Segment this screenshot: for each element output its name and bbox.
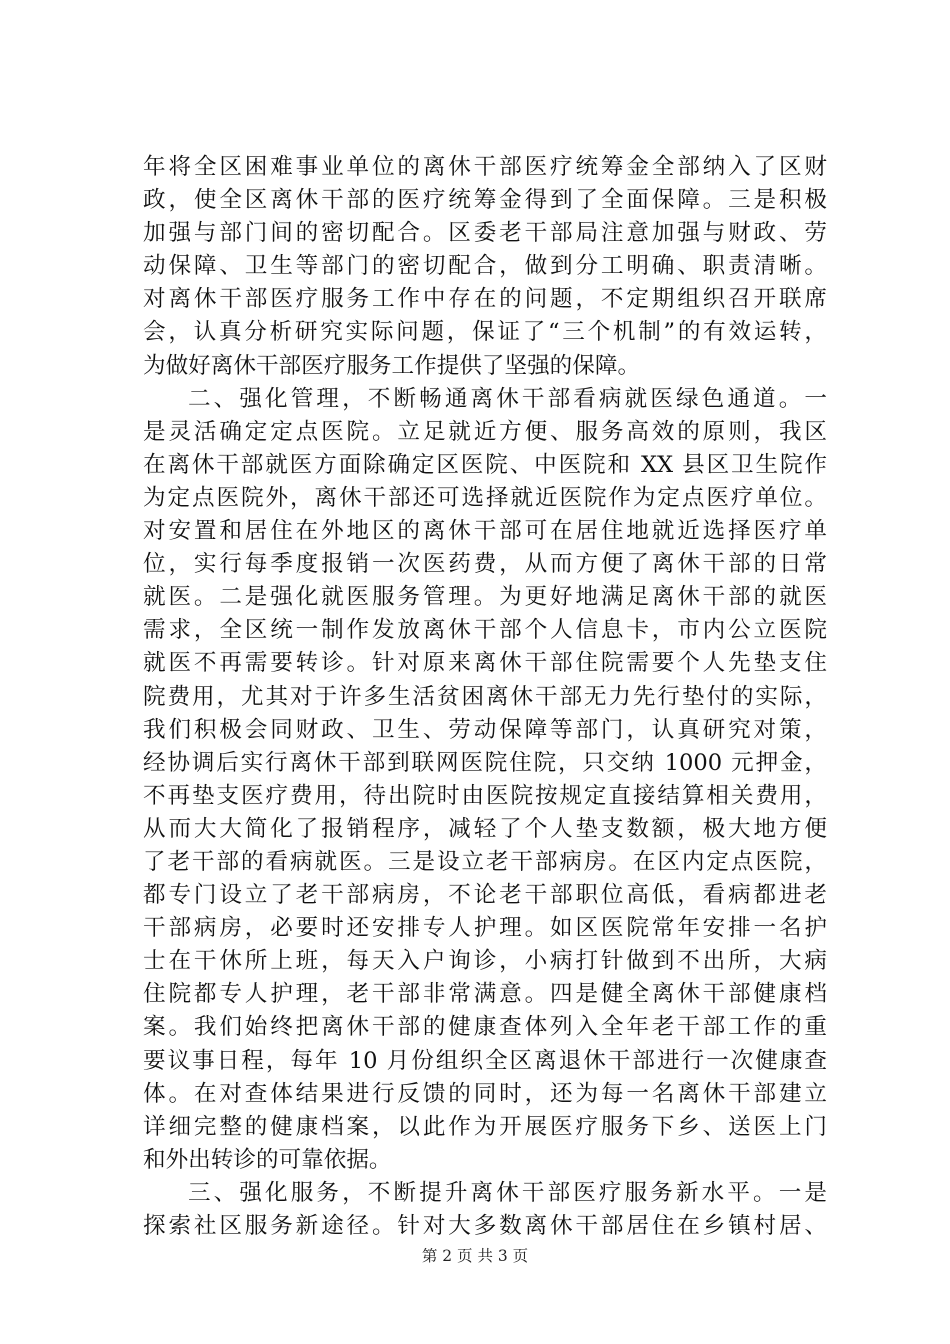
- text-line: 是灵活确定定点医院。立足就近方便、服务高效的原则，我区: [143, 418, 827, 445]
- body-text: [143, 151, 827, 1243]
- text-line: 和外出转诊的可靠依据。: [143, 1146, 392, 1173]
- text-line: 干部病房，必要时还安排专人护理。如区医院常年安排一名护: [143, 915, 827, 942]
- text-line: 动保障、卫生等部门的密切配合，做到分工明确、职责清晰。: [143, 253, 827, 280]
- paragraph-first-line: 三、强化服务，不断提升离休干部医疗服务新水平。一是: [188, 1179, 827, 1206]
- text-line: 都专门设立了老干部病房，不论老干部职位高低，看病都进老: [143, 882, 827, 909]
- text-line: 案。我们始终把离休干部的健康查体列入全年老干部工作的重: [143, 1014, 827, 1041]
- text-line: 从而大大简化了报销程序，减轻了个人垫支数额，极大地方便: [143, 815, 827, 842]
- text-line: 对安置和居住在外地区的离休干部可在居住地就近选择医疗单: [143, 518, 827, 545]
- text-line: 会，认真分析研究实际问题，保证了“三个机制”的有效运转，: [143, 319, 827, 346]
- page-footer: 第 2 页 共 3 页: [421, 1247, 529, 1265]
- text-line: 位，实行每季度报销一次医药费，从而方便了离休干部的日常: [143, 551, 827, 578]
- text-line: 探索社区服务新途径。针对大多数离休干部居住在乡镇村居、: [143, 1213, 827, 1239]
- text-line: 在离休干部就医方面除确定区医院、中医院和 XX 县区卫生院作: [143, 451, 827, 478]
- text-line: 就医不再需要转诊。针对原来离休干部住院需要个人先垫支住: [143, 650, 827, 677]
- text-line: 体。在对查体结果进行反馈的同时，还为每一名离休干部建立: [143, 1080, 827, 1107]
- text-line: 政，使全区离休干部的医疗统筹金得到了全面保障。三是积极: [143, 187, 827, 214]
- text-line: 我们积极会同财政、卫生、劳动保障等部门，认真研究对策，: [143, 716, 827, 743]
- text-line: 为做好离休干部医疗服务工作提供了坚强的保障。: [143, 352, 641, 379]
- text-line: 对离休干部医疗服务工作中存在的问题，不定期组织召开联席: [143, 286, 827, 313]
- text-line: 要议事日程，每年 10 月份组织全区离退休干部进行一次健康查: [143, 1047, 827, 1074]
- text-line: 不再垫支医疗费用，待出院时由医院按规定直接结算相关费用，: [143, 782, 827, 809]
- text-line: 士在干休所上班，每天入户询诊，小病打针做到不出所，大病: [143, 948, 827, 975]
- text-line: 了老干部的看病就医。三是设立老干部病房。在区内定点医院，: [143, 848, 827, 875]
- text-line: 就医。二是强化就医服务管理。为更好地满足离休干部的就医: [143, 584, 827, 611]
- text-line: 年将全区困难事业单位的离休干部医疗统筹金全部纳入了区财: [143, 154, 827, 180]
- text-line: 住院都专人护理，老干部非常满意。四是健全离休干部健康档: [143, 981, 827, 1008]
- text-line: 加强与部门间的密切配合。区委老干部局注意加强与财政、劳: [143, 220, 827, 247]
- text-line: 经协调后实行离休干部到联网医院住院，只交纳 1000 元押金，: [143, 749, 827, 776]
- text-line: 为定点医院外，离休干部还可选择就近医院作为定点医疗单位。: [143, 484, 827, 511]
- text-line: 详细完整的健康档案，以此作为开展医疗服务下乡、送医上门: [143, 1113, 827, 1140]
- text-line: 需求，全区统一制作发放离休干部个人信息卡，市内公立医院: [143, 617, 827, 644]
- paragraph-first-line: 二、强化管理，不断畅通离休干部看病就医绿色通道。一: [188, 385, 827, 412]
- text-line: 院费用，尤其对于许多生活贫困离休干部无力先行垫付的实际，: [143, 683, 827, 710]
